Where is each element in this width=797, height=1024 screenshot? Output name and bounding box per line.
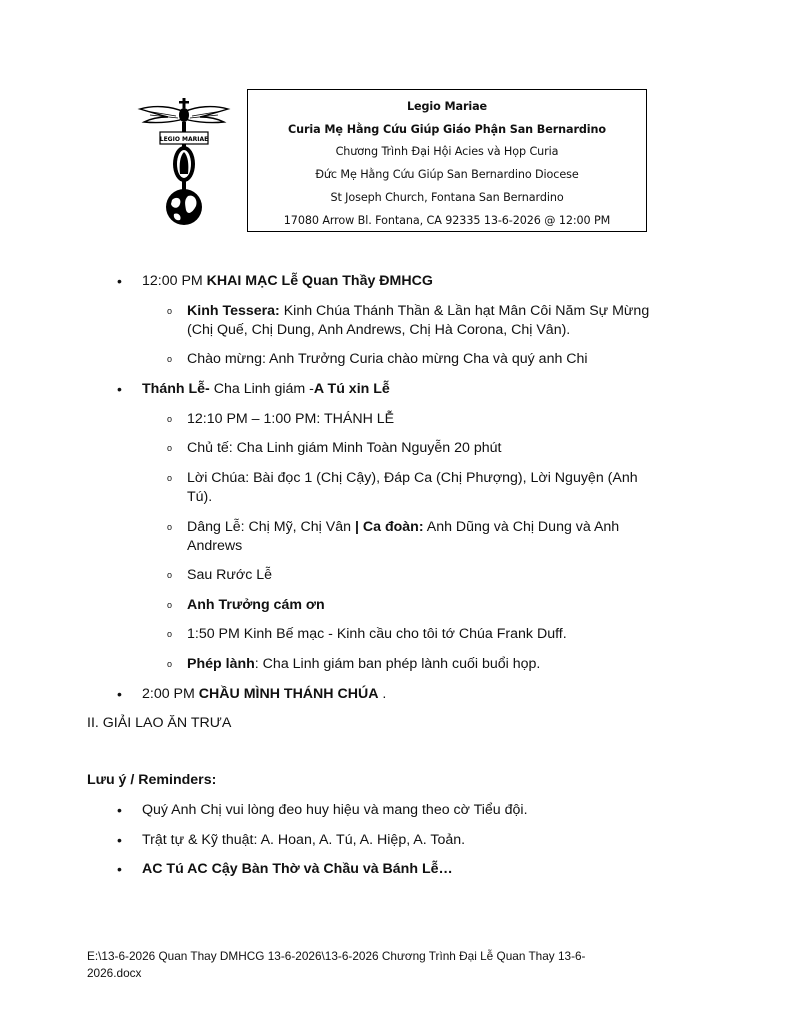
agenda-subitem-mass-time: 12:10 PM – 1:00 PM: THÁNH LỄ — [187, 411, 395, 427]
bullet-icon: • — [117, 381, 122, 397]
footer-filename: 2026.docx — [87, 965, 142, 980]
mass-text: Cha Linh giám - — [209, 381, 314, 397]
circle-bullet-icon: o — [167, 306, 173, 316]
agenda-subitem-after-communion: Sau Rước Lễ — [187, 567, 273, 583]
header-church: St Joseph Church, Fontana San Bernardino — [330, 190, 564, 204]
header-diocese: Đức Mẹ Hằng Cứu Giúp San Bernardino Diocese — [315, 168, 579, 182]
agenda-item-adoration — [142, 685, 386, 704]
agenda-subitem-celebrant: Chủ tế: Cha Linh giám Minh Toàn Nguyễn 20 phút — [187, 440, 502, 456]
header-program: Chương Trình Đại Hội Acies và Họp Curia — [335, 145, 559, 159]
file-path-footer — [87, 948, 727, 981]
footer-path: E:\13-6-2026 Quan Thay DMHCG 13-6-2026\13-6-2026 Chương Trình Đại Lễ Quan Thay 13-6- — [87, 949, 586, 963]
circle-bullet-icon: o — [167, 443, 173, 453]
blessing-label: Phép lành — [187, 656, 255, 672]
choir-text: Anh Dũng và Chị Dung và Anh — [423, 519, 620, 535]
bullet-icon: • — [117, 861, 122, 877]
reminder-item: Quý Anh Chị vui lòng đeo huy hiệu và mang theo cờ Tiểu đội. — [142, 802, 528, 818]
adoration-title: CHẦU MÌNH THÁNH CHÚA — [198, 686, 379, 702]
bullet-icon: • — [117, 686, 122, 702]
header-address: 17080 Arrow Bl. Fontana, CA 92335 13-6-2026 @ 12:00 PM — [283, 213, 611, 227]
agenda-subitem-blessing — [187, 655, 540, 674]
offertory-text: Dâng Lễ: Chị Mỹ, Chị Vân — [187, 519, 355, 535]
readings-continued: Tú). — [187, 489, 213, 505]
bullet-icon: • — [117, 832, 122, 848]
reminder-item: AC Tú AC Cậy Bàn Thờ và Chầu và Bánh Lễ… — [142, 861, 453, 877]
reminders-heading: Lưu ý / Reminders: — [87, 772, 217, 788]
legio-mariae-logo — [136, 96, 232, 228]
mass-intention: A Tú xin Lễ — [313, 381, 390, 397]
tessera-people: (Chị Quế, Chị Dung, Anh Andrews, Chị Hà Corona, Chị Vân). — [187, 322, 571, 338]
agenda-subitem-closing-prayer: 1:50 PM Kinh Bế mạc - Kinh cầu cho tôi tớ Chúa Frank Duff. — [187, 626, 567, 642]
circle-bullet-icon: o — [167, 570, 173, 580]
blessing-text: : Cha Linh giám ban phép lành cuối buổi họp. — [254, 656, 541, 672]
opening-title: KHAI MẠC Lễ Quan Thầy ĐMHCG — [206, 273, 433, 289]
tessera-label: Kinh Tessera: — [187, 303, 280, 319]
circle-bullet-icon: o — [167, 354, 173, 364]
circle-bullet-icon: o — [167, 473, 173, 483]
adoration-end: . — [378, 686, 387, 702]
mass-label: Thánh Lễ- — [142, 381, 210, 397]
agenda-subitem-tessera — [187, 302, 649, 321]
agenda-item-mass — [142, 380, 390, 399]
header-subtitle: Curia Mẹ Hằng Cứu Giúp Giáo Phận San Bernardino — [288, 122, 606, 136]
choir-continued: Andrews — [187, 538, 243, 554]
opening-time: 12:00 PM — [142, 273, 207, 289]
choir-label: | Ca đoàn: — [354, 519, 424, 535]
agenda-subitem-thanks: Anh Trưởng cám ơn — [187, 597, 325, 613]
agenda-subitem-welcome: Chào mừng: Anh Trưởng Curia chào mừng Cha và quý anh Chi — [187, 351, 588, 367]
agenda-item-opening — [142, 272, 433, 291]
reminder-item: Trật tự & Kỹ thuật: A. Hoan, A. Tú, A. Hiệp, A. Toản. — [142, 832, 466, 848]
circle-bullet-icon: o — [167, 600, 173, 610]
agenda-subitem-offertory — [187, 518, 619, 537]
circle-bullet-icon: o — [167, 414, 173, 424]
circle-bullet-icon: o — [167, 629, 173, 639]
bullet-icon: • — [117, 802, 122, 818]
tessera-text: Kinh Chúa Thánh Thần & Lần hạt Mân Côi Năm Sự Mừng — [279, 303, 650, 319]
section-two-heading: II. GIẢI LAO ĂN TRƯA — [87, 715, 232, 731]
bullet-icon: • — [117, 273, 122, 289]
header-title: Legio Mariae — [406, 100, 488, 113]
adoration-time: 2:00 PM — [142, 686, 199, 702]
logo-text: LEGIO MARIAE — [159, 136, 209, 143]
circle-bullet-icon: o — [167, 522, 173, 532]
agenda-subitem-readings: Lời Chúa: Bài đọc 1 (Chị Cậy), Đáp Ca (Chị Phượng), Lời Nguyện (Anh — [187, 470, 638, 486]
circle-bullet-icon: o — [167, 659, 173, 669]
header-box — [247, 89, 647, 232]
